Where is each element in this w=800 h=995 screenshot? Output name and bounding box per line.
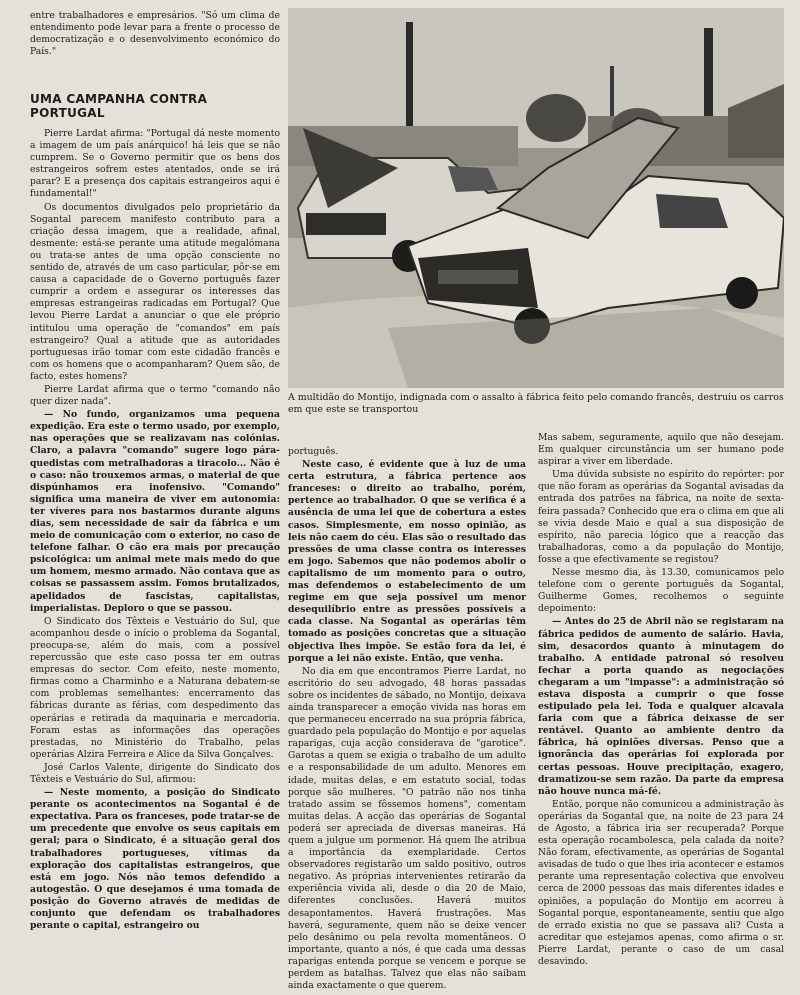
news-photo [288, 8, 784, 388]
col2-paragraph: No dia em que encontramos Pierre Lardat, no escritório do seu advogado, 48 horas passadas sobre os incidentes de sábado, no Montijo, deixava ainda transparecer a emoção vivida nas horas em que permaneceu encerrado na sua própria fábrica, guardado pela população do Montijo e por aquelas raparigas, cuja acção considerava de "garotice". Garotas a quem se exigia o trabalho de um adulto e a responsabilidade de um adulto. Menores em idade, muitas delas, e em estatuto social, todas porque são mulheres. "O patrão não nos tinha tratado assim se fôssemos homens", comentam muitas delas. A acção das operárias de Sogantal poderá ser apreciada de diversas maneiras. Há quem a julgue um pormenor. Há quem lhe atribua a importância da exemplaridade. Certos observadores registarão um saldo positivo, outros negativo. As próprias intervenientes retirarão da experiência vivida ali, desde o dia 20 de Maio, diferentes conclusões. Haverá muitos desapontamentos. Haverá frustrações. Mas haverá, seguramente, quem não se deixe vencer pelo desânimo ou pela revolta momentâneos. O importante, quanto a nós, é que cada uma dessas raparigas entenda porque se vencem e porque se perdem as batalhas. Talvez que elas não saibam ainda exactamente o que querem. [288, 665, 526, 992]
col1-paragraph: O Sindicato dos Têxteis e Vestuário do Sul, que acompanhou desde o início o problema da Sogantal, preocupa-se, além do mais, com a possível repercussão que este caso possa ter em outras empresas do sector. Com efeito, neste momento, firmas como a Charminho e a Naturana debatem-se com problemas semelhantes: encerramento das fábricas durante as férias, com despedimento das operárias e retirada da maquinaria e mercadoria. Foram estas as informações das operações prestadas, no Ministério do Trabalho, pelas operárias Alzira Ferreira e Alice da Silva Gonçalves. [30, 615, 280, 760]
intro-text: entre trabalhadores e empresários. "Só um clima de entendimento pode levar para a frente o processo de democratização e o desenvolvimento económico do País." [30, 10, 280, 58]
chimney-icon [406, 22, 413, 142]
photo-caption: A multidão do Montijo, indignada com o assalto à fábrica feito pelo comando francês, destruiu os carros em que este se transportou [288, 392, 784, 415]
col2-paragraph: português. [288, 446, 339, 457]
column-1 [30, 128, 280, 933]
section-heading: UMA CAMPANHA CONTRA PORTUGAL [30, 92, 208, 120]
col1-paragraph: Pierre Lardat afirma: "Portugal dá neste momento a imagem de um país anárquico! há leis que se não cumprem. Se o Governo permitir que os bens dos estrangeiros sofrem estes atentados, onde se irá parar? E a presença dos capitais estrangeiros aqui é fundamental!" [30, 128, 280, 200]
car-wreck-photo [288, 8, 784, 388]
col2-paragraph: Neste caso, é evidente que à luz de uma certa estrutura, a fábrica pertence aos franceses: o direito ao trabalho, porém, pertence ao trabalhador. O que se verifica é a ausência de uma lei que de cobertura a estes casos. Simplesmente, em nosso opinião, as leis não caem do céu. Elas são o resultado das pressões de uma classe contra os interesses em jogo. Sabemos que não podemos abolir o capitalismo de um momento para o outro, mas defendemos o estabelecimento de um regime em que seja possível um menor desequilíbrio entre as pressões possíveis a cada classe. Na Sogantal as operárias têm tomado as posições concretas que a situação objectiva lhes impõe. Se estão fora da lei, é porque a lei não existe. Então, que venha. [288, 459, 526, 664]
column-3 [538, 432, 784, 969]
col3-paragraph: Então, porque não comunicou a administração às operárias da Sogantal que, na noite de 23 para 24 de Agosto, a fábrica iria ser recuperada? Porque esta operação rocambolesca, pela calada da noite? Não foram, efectivamente, as operárias de Sogantal avisadas de tudo o que lhes iria acontecer e estamos perante uma representação colectiva que envolveu cerca de 2000 pessoas das mais diferentes idades e opiniões, a população do Montijo em acorreu à Sogantal porque, espontaneamente, sentiu que algo de errado existia no que se passava ali? Custa a acreditar que estejamos apenas, como afirma o sr. Pierre Lardat, perante o caso de um casal desavindo. [538, 798, 784, 968]
col1-paragraph: Os documentos divulgados pelo proprietário da Sogantal parecem manifesto contributo para a criação dessa imagem, que a realidade, afinal, desmente: está-se perante uma atitude megalómana ou trata-se antes de uma opção consciente no sentido de, através de um caso particular, pôr-se em causa a capacidade de o Governo português fazer cumprir a ordem e assegurar os interesses das empresas estrangeiras radicadas em Portugal? Que levou Pierre Lardat a anunciar o que ele próprio intitulou uma operação de "comandos" em país estrangeiro? Qual a atitude que as autoridades portuguesas irão tomar com este cidadão francês e com os homens que o acompanharam? Quem são, de facto, estes homens? [30, 201, 280, 382]
intro-paragraph [30, 10, 280, 59]
col3-paragraph: Nesse mesmo dia, às 13.30, comunicamos pelo telefone com o gerente português da Sogantal, Guilherme Gomes, recolhemos o seguinte depoimento: [538, 567, 784, 615]
col1-paragraph: Pierre Lardat afirma que o termo "comando não quer dizer nada". [30, 383, 280, 408]
col1-paragraph: — Neste momento, a posição do Sindicato perante os acontecimentos na Sogantal é de expectativa. Para os franceses, pode tratar-se de um precedente que envolve os seus capitais em geral; para o Sindicato, é a situação geral dos trabalhadores portugueses, vítimas da exploração dos capitalistas estrangeiros, que está em jogo. Nós não temos defendido a autogestão. O que desejamos é uma tomada de posição do Governo através de medidas de conjunto que defendam os trabalhadores perante o capital, estrangeiro ou [30, 787, 280, 932]
col1-paragraph: José Carlos Valente, dirigente do Sindicato dos Têxteis e Vestuário do Sul, afirmou: [30, 761, 280, 785]
col3-paragraph: — Antes do 25 de Abril não se registaram na fábrica pedidos de aumento de salário. Havia, sim, desacordos quanto à minutagem do trabalho. A entidade patronal só resolveu fechar a porta quando as negociações chegaram a um "impasse": a administração só estava disposta a cumprir o que fosse estipulado pela lei. Toda e qualquer alcavala faria com que a fábrica deixasse de ser rentável. Quanto ao ambiente dentro da fábrica, há opiniões diversas. Penso que a ignorância das operárias foi explorada por certas pessoas. Houve precipitação, exagero, dramatizou-se sem razão. Da parte da empresa não houve nunca má-fé. [538, 616, 784, 797]
col3-paragraph: Uma dúvida subsiste no espírito do repórter: por que não foram as operárias da Sogantal avisadas da entrada dos patrões na fábrica, na noite de sexta-feira passada? Conhecido que era o clima em que ali se vivia desde Maio e qual a sua disposição de espírito, não parecia lógico que a reacção das trabalhadoras, como a da população do Montijo, fosse a que efectivamente se registou? [538, 469, 784, 565]
col1-paragraph: — No fundo, organizamos uma pequena expedição. Era este o termo usado, por exemplo, nas operações que se realizavam nas colónias. Claro, a palavra "comando" sugere logo pára-quedistas com metralhadoras a tiracolo... Não é o caso: não trouxemos armas, o material de que dispúnhamos era inofensivo. "Comando" significa uma maneira de viver em autonomia: ter víveres para nos bastarmos durante alguns dias, sem necessidade de sair da fábrica e um meio de comunicação com o exterior, no caso de telefone falhar. O cão era mais por precaução psicológica: um animal mete mais medo do que um homem, mesmo armado. Não contava que as coisas se passassem assim. Fomos brutalizados, apelidados de fascistas, capitalistas, imperialistas. Deploro o que se passou. [30, 409, 280, 614]
col3-paragraph: Mas sabem, seguramente, aquilo que não desejam. Em qualquer circunstância um ser humano pode aspirar a viver em liberdade. [538, 432, 784, 468]
column-2 [288, 446, 526, 993]
